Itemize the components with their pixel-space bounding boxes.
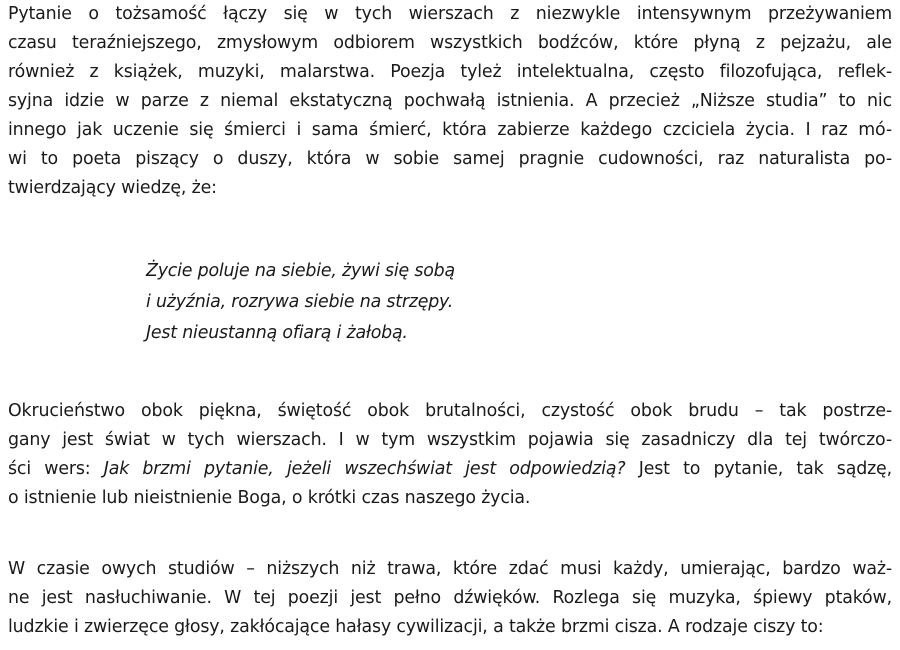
text-line [8,455,892,483]
text-line: twierdzający wiedzę, że: [8,178,217,198]
text-line: ludzkie i zwierzęce głosy, zakłócające hałasy cywilizacji, a także brzmi cisza. A rodzaje ciszy to: [8,617,824,637]
text-line: W czasie owych studiów – niższych niż trawa, które zdać musi każdy, umierając, bardzo waż- [8,559,892,579]
text-line: czasu teraźniejszego, zmysłowym odbiorem wszystkich bodźców, które płyną z pejzażu, ale [8,33,892,53]
verse-line: Jest nieustanną ofiarą i żałobą. [146,323,408,343]
text-run: ści wers: [8,459,104,479]
text-line: o istnienie lub nieistnienie Boga, o krótki czas naszego życia. [8,488,531,508]
text-line: ne jest nasłuchiwanie. W tej poezji jest pełno dźwięków. Rozlega się muzyka, śpiewy ptaków, [8,588,892,608]
verse-line: i użyźnia, rozrywa siebie na strzępy. [146,292,454,312]
text-line: wi to poeta piszący o duszy, która w sobie samej pragnie cudowności, raz naturalista po- [8,149,892,169]
text-line: gany jest świat w tych wierszach. I w tym wszystkim pojawia się zasadniczy dla tej twórczo- [8,430,892,450]
text-line: Okrucieństwo obok piękna, świętość obok brutalności, czystość obok brudu – tak postrze- [8,401,892,421]
text-line: innego jak uczenie się śmierci i sama śmierć, która zabierze każdego czciciela życia. I raz mó- [8,120,892,140]
text-line: syjna idzie w parze z niemal ekstatyczną pochwałą istnienia. A przecież „Niższe studia” to nic [8,91,892,111]
verse-line: Życie poluje na siebie, żywi się sobą [146,261,455,281]
text-line: również z książek, muzyki, malarstwa. Poezja tyleż intelektualna, często filozofująca, reflek- [8,62,892,82]
text-run: Jest to pytanie, tak sądzę, [625,459,892,479]
quoted-verse-inline: Jak brzmi pytanie, jeżeli wszechświat jest odpowiedzią? [103,459,626,479]
text-line: Pytanie o tożsamość łączy się w tych wierszach z niezwykle intensywnym przeżywaniem [8,4,892,24]
